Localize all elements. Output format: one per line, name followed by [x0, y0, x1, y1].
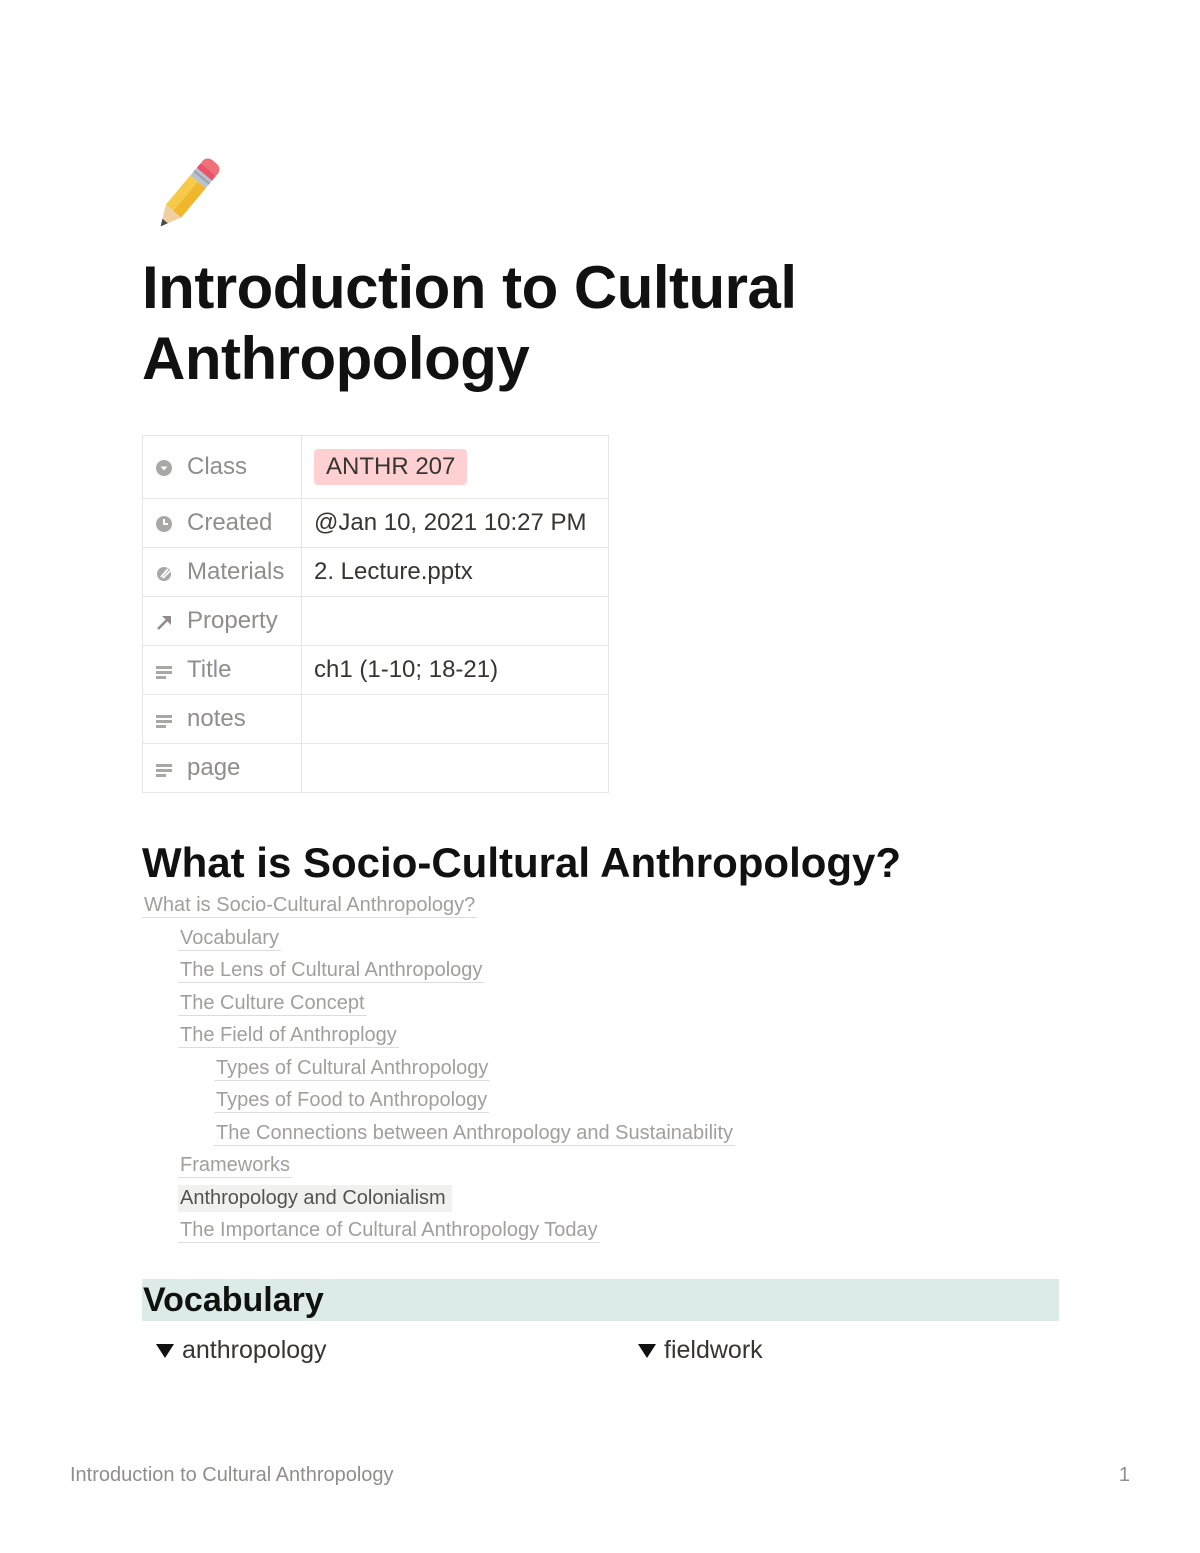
toc-item: [142, 988, 735, 1021]
text-lines-icon: [153, 659, 175, 681]
toggle-anthropology[interactable]: [156, 1336, 327, 1365]
property-label: Title: [187, 656, 232, 683]
toc-link[interactable]: Vocabulary: [180, 926, 279, 949]
property-row-title[interactable]: [143, 646, 609, 695]
toc-item: [142, 923, 735, 956]
toc-item: [142, 1020, 735, 1053]
property-label: page: [187, 754, 241, 781]
toc-item: [142, 1118, 735, 1151]
toggle-triangle-icon[interactable]: [156, 1344, 174, 1358]
notes-value[interactable]: [302, 695, 609, 744]
toc-link[interactable]: The Importance of Cultural Anthropology Today: [180, 1219, 598, 1241]
toc-item: [142, 1085, 735, 1118]
page-value[interactable]: [302, 744, 609, 793]
toggle-triangle-icon[interactable]: [638, 1344, 656, 1358]
property-row-created[interactable]: [143, 499, 609, 548]
toc-link[interactable]: Types of Food to Anthropology: [216, 1089, 488, 1111]
toc-item: [142, 1150, 735, 1183]
paperclip-icon: [153, 561, 175, 583]
table-of-contents: [142, 890, 735, 1248]
toc-link[interactable]: The Field of Anthroplogy: [180, 1024, 397, 1046]
toc-link[interactable]: The Culture Concept: [180, 991, 365, 1014]
property-label: Property: [187, 607, 278, 634]
select-icon: [153, 456, 175, 478]
toc-link[interactable]: The Connections between Anthropology and Sustainability: [216, 1121, 734, 1144]
toc-link[interactable]: What is Socio-Cultural Anthropology?: [144, 894, 476, 916]
section-heading: What is Socio-Cultural Anthropology?: [142, 839, 902, 886]
property-label: notes: [187, 705, 246, 732]
vocabulary-heading: Vocabulary: [142, 1279, 1059, 1321]
toggle-fieldwork[interactable]: [638, 1336, 763, 1365]
property-label: Materials: [187, 558, 285, 585]
property-row-notes[interactable]: [143, 695, 609, 744]
created-value[interactable]: @Jan 10, 2021 10:27 PM: [302, 499, 609, 548]
footer-title: Introduction to Cultural Anthropology: [70, 1464, 394, 1486]
property-value[interactable]: [302, 597, 609, 646]
text-lines-icon: [153, 708, 175, 730]
toc-item: [142, 1053, 735, 1086]
property-label: Created: [187, 509, 273, 536]
toc-item: [142, 955, 735, 988]
materials-value[interactable]: 2. Lecture.pptx: [302, 548, 609, 597]
property-row-page[interactable]: [143, 744, 609, 793]
footer-page-number: 1: [1118, 1464, 1130, 1486]
pencil-icon: [142, 150, 232, 240]
toc-link[interactable]: Types of Cultural Anthropology: [216, 1056, 489, 1079]
property-row-property[interactable]: [143, 597, 609, 646]
toggle-label: anthropology: [182, 1336, 327, 1364]
toc-link-active[interactable]: Anthropology and Colonialism: [178, 1185, 452, 1212]
property-row-class[interactable]: [143, 436, 609, 499]
page-title: Introduction to Cultural Anthropology: [142, 254, 797, 392]
toc-item: [142, 1183, 735, 1216]
properties-table: [142, 435, 609, 793]
toc-item: [142, 1215, 735, 1248]
class-tag[interactable]: ANTHR 207: [314, 449, 467, 485]
text-lines-icon: [153, 757, 175, 779]
toggle-label: fieldwork: [664, 1336, 763, 1364]
property-label: Class: [187, 453, 248, 480]
title-value[interactable]: ch1 (1-10; 18-21): [302, 646, 609, 695]
toc-link[interactable]: Frameworks: [180, 1154, 291, 1176]
clock-icon: [153, 512, 175, 534]
property-row-materials[interactable]: [143, 548, 609, 597]
relation-arrow-icon: [153, 610, 175, 632]
toc-link[interactable]: The Lens of Cultural Anthropology: [180, 959, 483, 981]
toc-item: [142, 890, 735, 923]
